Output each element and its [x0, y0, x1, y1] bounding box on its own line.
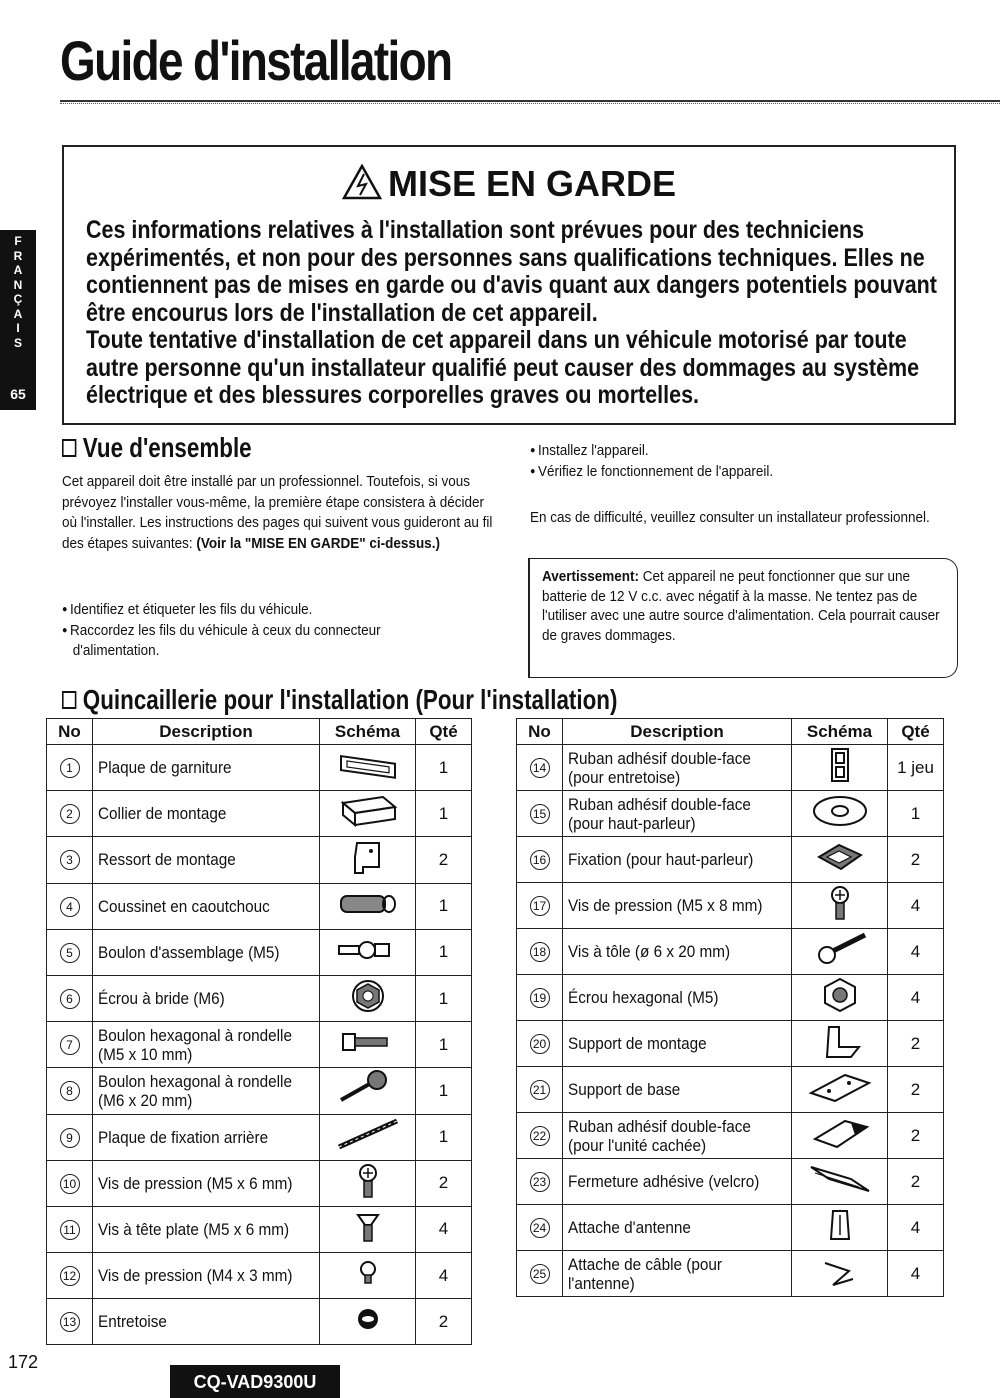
- col-header-qty: Qté: [888, 719, 944, 745]
- item-description: Boulon d'assemblage (M5): [98, 942, 280, 962]
- overview-bullets-left: [62, 600, 467, 662]
- mount-bracket-icon: [805, 1021, 875, 1061]
- item-description-cell: [93, 1299, 320, 1345]
- item-description-cell: [563, 837, 792, 883]
- item-number-cell: [47, 1299, 93, 1345]
- col-header-schema: Schéma: [792, 719, 888, 745]
- item-description-cell: [93, 1068, 320, 1114]
- item-number-cell: [517, 745, 563, 791]
- warning-para-1: Ces informations relatives à l'installation sont prévues pour des techniciens expérimentés, et non pour des personnes sans qualifications techniques. Elles ne contiennent pas de mises en garde ou d'avis quant aux dangers potentiels pouvant être encourus lors de l'installation de cet appareil.: [86, 216, 937, 327]
- small-screw-icon: [333, 1253, 403, 1293]
- hex-bolt-long-icon: [333, 1068, 403, 1108]
- col-header-no: No: [47, 719, 93, 745]
- item-description: Ruban adhésif double-face (pour entretoise): [568, 748, 751, 787]
- item-number-cell: [47, 745, 93, 791]
- item-schema-cell: [792, 1251, 888, 1297]
- item-number-cell: [517, 1113, 563, 1159]
- item-description: Fermeture adhésive (velcro): [568, 1172, 760, 1191]
- item-number: 4: [60, 897, 80, 917]
- item-quantity: 1: [416, 1022, 472, 1068]
- item-schema-cell: [320, 1253, 416, 1299]
- flange-nut-icon: [333, 976, 403, 1016]
- item-number-cell: [47, 1068, 93, 1114]
- item-number-cell: [47, 1160, 93, 1206]
- item-description-cell: [93, 791, 320, 837]
- item-description-cell: [93, 1206, 320, 1252]
- item-number-cell: [517, 1205, 563, 1251]
- item-number: 11: [60, 1220, 80, 1240]
- item-description: Plaque de fixation arrière: [98, 1127, 269, 1147]
- power-notice-box: [528, 558, 958, 678]
- hardware-table-right: [516, 718, 944, 1297]
- item-number: 19: [530, 988, 550, 1008]
- title-rule: [60, 100, 1000, 104]
- page-title: Guide d'installation: [60, 29, 452, 92]
- notice-label: Avertissement:: [542, 568, 640, 585]
- item-quantity: 4: [416, 1206, 472, 1252]
- item-number: 14: [530, 758, 550, 778]
- item-description: Écrou à bride (M6): [98, 989, 225, 1009]
- item-description: Support de base: [568, 1080, 681, 1099]
- table-row: [47, 745, 472, 791]
- hardware-heading: [62, 684, 617, 716]
- item-description-cell: [563, 791, 792, 837]
- checkbox-square-icon: [62, 439, 76, 457]
- table-row: [517, 837, 944, 883]
- item-schema-cell: [320, 791, 416, 837]
- item-schema-cell: [320, 975, 416, 1021]
- item-number: 5: [60, 943, 80, 963]
- item-schema-cell: [792, 1113, 888, 1159]
- item-number: 1: [60, 758, 80, 778]
- item-schema-cell: [320, 1022, 416, 1068]
- sheet-screw-icon: [805, 929, 875, 969]
- item-schema-cell: [320, 883, 416, 929]
- item-number: 3: [60, 850, 80, 870]
- hex-nut-icon: [805, 975, 875, 1015]
- item-schema-cell: [792, 1021, 888, 1067]
- screw-icon: [805, 883, 875, 923]
- item-number: 12: [60, 1266, 80, 1286]
- item-number: 24: [530, 1218, 550, 1238]
- table-row: [47, 883, 472, 929]
- item-quantity: 2: [888, 1159, 944, 1205]
- item-schema-cell: [320, 929, 416, 975]
- side-tab-page: 65: [10, 386, 26, 402]
- item-quantity: 4: [888, 929, 944, 975]
- spacer-icon: [333, 1299, 403, 1339]
- item-number-cell: [47, 1206, 93, 1252]
- item-number-cell: [517, 975, 563, 1021]
- item-description-cell: [563, 1113, 792, 1159]
- overview-intro: [62, 472, 494, 554]
- item-schema-cell: [792, 1067, 888, 1113]
- item-quantity: 4: [888, 975, 944, 1021]
- col-header-description: Description: [563, 719, 792, 745]
- table-row: [47, 1299, 472, 1345]
- item-number: 17: [530, 896, 550, 916]
- table-row: [517, 791, 944, 837]
- item-number-cell: [47, 791, 93, 837]
- item-quantity: 2: [888, 1067, 944, 1113]
- overview-heading-text: Vue d'ensemble: [82, 432, 252, 463]
- item-description: Entretoise: [98, 1312, 167, 1332]
- item-description-cell: [563, 1205, 792, 1251]
- item-description-cell: [93, 1160, 320, 1206]
- item-schema-cell: [320, 1160, 416, 1206]
- table-row: [517, 1021, 944, 1067]
- item-number-cell: [517, 929, 563, 975]
- item-schema-cell: [792, 1205, 888, 1251]
- table-row: [47, 1022, 472, 1068]
- side-tab-letter: A: [13, 263, 23, 277]
- warning-heading-text: MISE EN GARDE: [387, 163, 677, 204]
- col-header-description: Description: [93, 719, 320, 745]
- item-number-cell: [47, 1114, 93, 1160]
- screw-icon: [333, 1161, 403, 1201]
- item-number: 7: [60, 1035, 80, 1055]
- antenna-clip-icon: [805, 1205, 875, 1245]
- speaker-tape-icon: [805, 791, 875, 831]
- item-description: Vis à tête plate (M5 x 6 mm): [98, 1219, 290, 1239]
- hex-bolt-icon: [333, 1022, 403, 1062]
- overview-intro-text: Cet appareil doit être installé par un professionnel. Toutefois, si vous prévoyez l'installer vous-même, la première étape consistera à décider où l'installer. Les instructions des pages qui suivent vous guideront au fil des étapes suivantes:: [62, 473, 493, 552]
- overview-intro-ref: (Voir la "MISE EN GARDE" ci-dessus.): [196, 534, 440, 552]
- side-tab-letter: I: [16, 321, 20, 335]
- item-quantity: 1: [416, 791, 472, 837]
- warning-heading: [64, 163, 954, 205]
- item-number-cell: [47, 837, 93, 883]
- hardware-table-left: [46, 718, 472, 1345]
- list-item: ● Identifiez et étiqueter les fils du véhicule.: [62, 600, 467, 621]
- rear-plate-icon: [333, 1115, 403, 1155]
- item-quantity: 1: [416, 929, 472, 975]
- checkbox-square-icon: [62, 691, 76, 709]
- item-quantity: 1: [416, 883, 472, 929]
- table-row: [517, 929, 944, 975]
- base-bracket-icon: [805, 1067, 875, 1107]
- item-number: 18: [530, 942, 550, 962]
- warning-text: [86, 217, 946, 410]
- warning-para-2: Toute tentative d'installation de cet appareil dans un véhicule motorisé par toute autre personne qu'un installateur qualifié peut causer des dommages au système électrique et des blessures corporelles graves ou mortelles.: [86, 326, 920, 409]
- item-description: Coussinet en caoutchouc: [98, 896, 270, 916]
- item-number-cell: [47, 929, 93, 975]
- item-description-cell: [93, 837, 320, 883]
- item-description: Boulon hexagonal à rondelle (M6 x 20 mm): [98, 1071, 292, 1110]
- item-description-cell: [563, 1021, 792, 1067]
- table-row: [517, 975, 944, 1021]
- item-quantity: 4: [888, 883, 944, 929]
- item-description: Vis de pression (M5 x 8 mm): [568, 896, 763, 915]
- table-row: [47, 1068, 472, 1114]
- item-description: Collier de montage: [98, 804, 227, 824]
- table-row: [47, 929, 472, 975]
- item-description: Ressort de montage: [98, 850, 236, 870]
- table-header-row: [47, 719, 472, 745]
- side-tab-letter: R: [13, 248, 23, 263]
- page-number: 172: [8, 1352, 39, 1372]
- item-description: Vis à tôle (ø 6 x 20 mm): [568, 942, 731, 961]
- item-description: Ruban adhésif double-face (pour l'unité cachée): [568, 1116, 751, 1155]
- item-schema-cell: [320, 1068, 416, 1114]
- item-description-cell: [563, 745, 792, 791]
- item-description-cell: [93, 883, 320, 929]
- item-schema-cell: [320, 1114, 416, 1160]
- item-number-cell: [517, 791, 563, 837]
- overview-heading: [62, 432, 252, 464]
- side-tab-letter: F: [14, 234, 22, 248]
- item-quantity: 1: [416, 1068, 472, 1114]
- item-number: 6: [60, 989, 80, 1009]
- table-row: [517, 745, 944, 791]
- table-row: [47, 975, 472, 1021]
- assembly-bolt-icon: [333, 930, 403, 970]
- item-number-cell: [517, 1251, 563, 1297]
- table-row: [47, 837, 472, 883]
- item-quantity: 1: [416, 975, 472, 1021]
- item-description-cell: [563, 883, 792, 929]
- item-quantity: 4: [888, 1251, 944, 1297]
- item-description: Support de montage: [568, 1034, 707, 1053]
- item-description: Attache de câble (pour l'antenne): [568, 1254, 722, 1293]
- item-description-cell: [563, 1067, 792, 1113]
- warning-triangle-icon: [342, 164, 382, 200]
- table-row: [517, 883, 944, 929]
- overview-bullets-right: [530, 441, 953, 482]
- table-row: [517, 1113, 944, 1159]
- item-number: 16: [530, 850, 550, 870]
- item-quantity: 2: [416, 1160, 472, 1206]
- item-quantity: 1: [416, 1114, 472, 1160]
- item-description-cell: [93, 1114, 320, 1160]
- item-quantity: 1: [888, 791, 944, 837]
- item-quantity: 4: [416, 1253, 472, 1299]
- item-description: Vis de pression (M5 x 6 mm): [98, 1173, 293, 1193]
- notice-text: Cet appareil ne peut fonctionner que sur une batterie de 12 V c.c. avec négatif à la masse. Ne tentez pas de l'utiliser avec une autre source d'alimentation. Cela pourrait causer de graves dommages.: [542, 568, 940, 644]
- item-quantity: 1: [416, 745, 472, 791]
- side-tab-letter: N: [13, 277, 23, 292]
- side-tab-letter: S: [13, 335, 22, 350]
- item-description-cell: [93, 1022, 320, 1068]
- item-description-cell: [93, 745, 320, 791]
- item-number: 23: [530, 1172, 550, 1192]
- item-number-cell: [517, 1159, 563, 1205]
- item-number-cell: [47, 1253, 93, 1299]
- flat-screw-icon: [333, 1207, 403, 1247]
- item-schema-cell: [792, 791, 888, 837]
- item-schema-cell: [792, 975, 888, 1021]
- side-tab-letter: Ç: [13, 292, 23, 306]
- item-quantity: 1 jeu: [888, 745, 944, 791]
- item-description-cell: [93, 929, 320, 975]
- item-description-cell: [563, 1159, 792, 1205]
- item-description-cell: [93, 975, 320, 1021]
- item-description: Plaque de garniture: [98, 758, 232, 778]
- model-badge: CQ-VAD9300U: [170, 1365, 340, 1398]
- item-description-cell: [563, 1251, 792, 1297]
- item-description: Boulon hexagonal à rondelle (M5 x 10 mm): [98, 1025, 292, 1064]
- table-row: [47, 1160, 472, 1206]
- table-row: [47, 1114, 472, 1160]
- table-header-row: [517, 719, 944, 745]
- item-number: 21: [530, 1080, 550, 1100]
- item-schema-cell: [320, 837, 416, 883]
- mounting-spring-icon: [333, 837, 403, 877]
- rubber-bushing-icon: [333, 884, 403, 924]
- table-row: [47, 1253, 472, 1299]
- col-header-qty: Qté: [416, 719, 472, 745]
- item-number: 2: [60, 804, 80, 824]
- item-schema-cell: [320, 745, 416, 791]
- item-description-cell: [93, 1253, 320, 1299]
- item-number: 10: [60, 1174, 80, 1194]
- side-tab-letter: A: [13, 306, 23, 321]
- item-number: 13: [60, 1312, 80, 1332]
- item-description: Attache d'antenne: [568, 1218, 691, 1237]
- cable-clip-icon: [805, 1251, 875, 1291]
- item-description: Écrou hexagonal (M5): [568, 988, 719, 1007]
- speaker-clip-icon: [805, 837, 875, 877]
- item-schema-cell: [792, 745, 888, 791]
- col-header-schema: Schéma: [320, 719, 416, 745]
- item-number-cell: [517, 1021, 563, 1067]
- item-description-cell: [563, 975, 792, 1021]
- item-schema-cell: [792, 1159, 888, 1205]
- table-row: [47, 791, 472, 837]
- item-number: 15: [530, 804, 550, 824]
- table-row: [517, 1205, 944, 1251]
- item-number: 20: [530, 1034, 550, 1054]
- item-schema-cell: [320, 1299, 416, 1345]
- velcro-icon: [805, 1159, 875, 1199]
- item-number-cell: [517, 837, 563, 883]
- item-description: Ruban adhésif double-face (pour haut-parleur): [568, 794, 751, 833]
- language-side-tab: [0, 230, 36, 410]
- item-description-cell: [563, 929, 792, 975]
- item-quantity: 2: [416, 1299, 472, 1345]
- item-schema-cell: [792, 929, 888, 975]
- table-row: [517, 1067, 944, 1113]
- item-description: Fixation (pour haut-parleur): [568, 850, 754, 869]
- list-item: ● Raccordez les fils du véhicule à ceux du connecteur d'alimentation.: [62, 621, 467, 662]
- item-number: 9: [60, 1128, 80, 1148]
- hidden-tape-icon: [805, 1113, 875, 1153]
- warning-box: [62, 145, 956, 425]
- table-row: [517, 1251, 944, 1297]
- table-row: [47, 1206, 472, 1252]
- hardware-heading-text: Quincaillerie pour l'installation (Pour l'installation): [82, 684, 618, 715]
- trim-plate-icon: [333, 745, 403, 785]
- double-tape-icon: [805, 745, 875, 785]
- list-item: ● Vérifiez le fonctionnement de l'appareil.: [530, 462, 953, 483]
- item-quantity: 2: [888, 837, 944, 883]
- item-number-cell: [517, 883, 563, 929]
- item-number: 8: [60, 1081, 80, 1101]
- mounting-collar-icon: [333, 791, 403, 831]
- table-row: [517, 1159, 944, 1205]
- col-header-no: No: [517, 719, 563, 745]
- item-description: Vis de pression (M4 x 3 mm): [98, 1266, 293, 1286]
- list-item: ● Installez l'appareil.: [530, 441, 953, 462]
- item-quantity: 2: [416, 837, 472, 883]
- item-number-cell: [47, 1022, 93, 1068]
- item-quantity: 4: [888, 1205, 944, 1251]
- item-number: 25: [530, 1264, 550, 1284]
- item-quantity: 2: [888, 1113, 944, 1159]
- item-quantity: 2: [888, 1021, 944, 1067]
- difficulty-text: En cas de difficulté, veuillez consulter un installateur professionnel.: [530, 509, 930, 526]
- item-number-cell: [517, 1067, 563, 1113]
- item-schema-cell: [320, 1206, 416, 1252]
- item-schema-cell: [792, 837, 888, 883]
- item-number: 22: [530, 1126, 550, 1146]
- item-number-cell: [47, 883, 93, 929]
- item-number-cell: [47, 975, 93, 1021]
- item-schema-cell: [792, 883, 888, 929]
